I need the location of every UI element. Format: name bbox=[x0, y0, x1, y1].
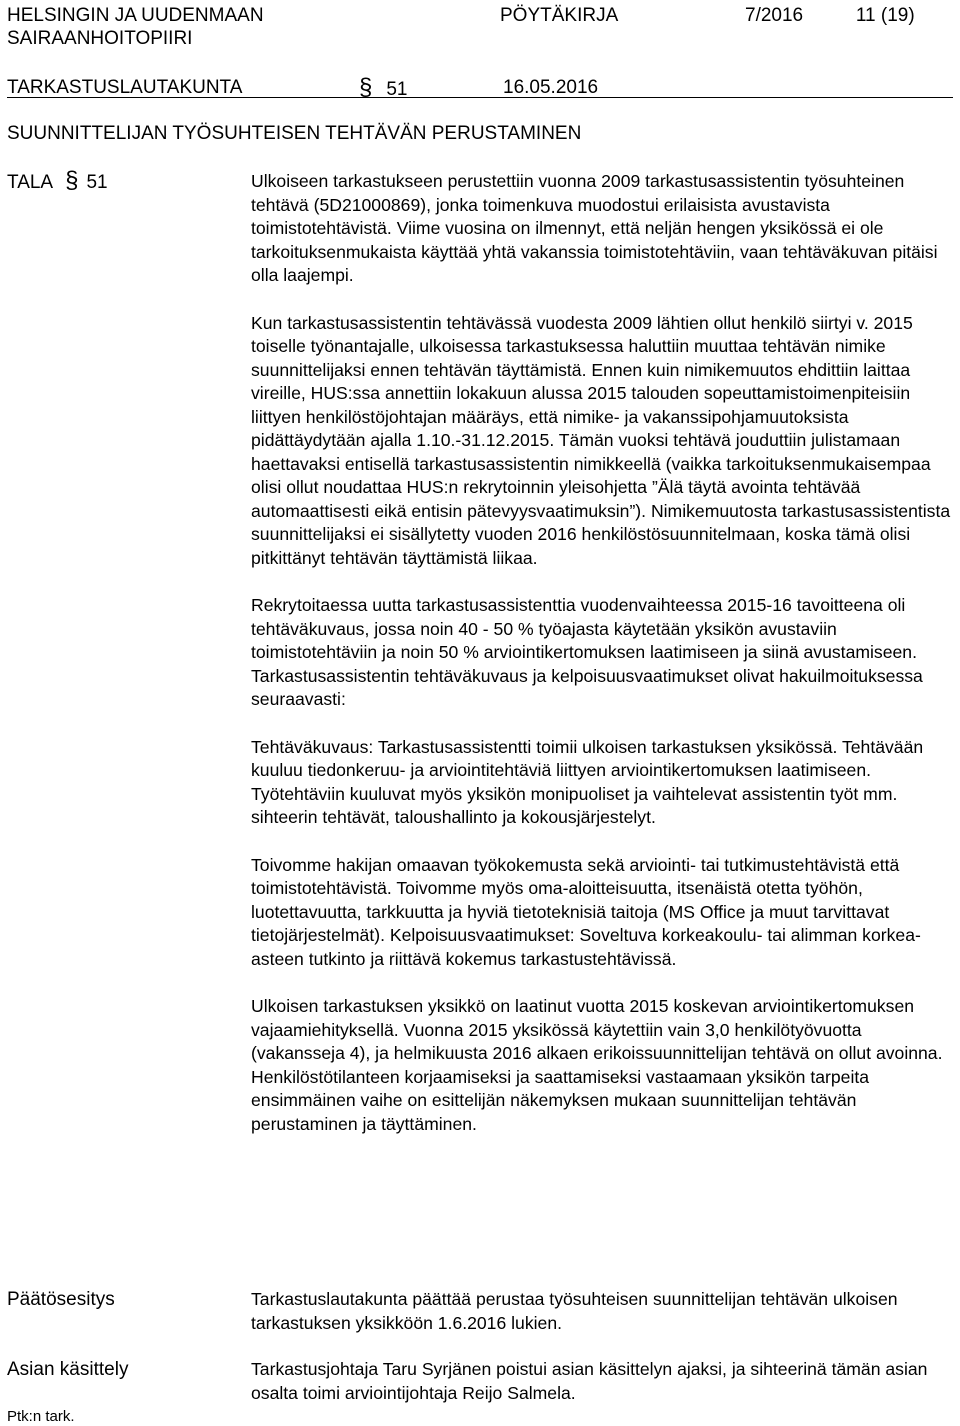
case-prefix: TALA bbox=[7, 172, 54, 193]
page-title: SUUNNITTELIJAN TYÖSUHTEISEN TEHTÄVÄN PERUSTAMINEN bbox=[7, 123, 582, 144]
section-number: 51 bbox=[386, 79, 408, 100]
paragraph: Tehtäväkuvaus: Tarkastusassistentti toimii ulkoisen tarkastuksen yksikössä. Tehtävään kuuluu tiedonkeruu- ja arviointitehtäviä liittyen arviointikertomuksen laatimiseen. Työtehtäviin kuuluvat myös yksikön monipuoliset ja vaihtelevat assistentin työt mm. sihteerin tehtävät, taloushallinto ja kokousjärjestelyt. bbox=[251, 736, 924, 827]
paragraph: Tarkastusjohtaja Taru Syrjänen poistui asian käsittelyn ajaksi, ja sihteerinä tämän asian osalta toimi arviointijohtaja Reijo Salmela. bbox=[251, 1359, 928, 1403]
case-label bbox=[7, 169, 108, 194]
case-body bbox=[251, 170, 956, 1160]
case-handling-label: Asian käsittely bbox=[7, 1359, 129, 1380]
paragraph: Tarkastuslautakunta päättää perustaa työsuhteisen suunnittelijan tehtävän ulkoisen tarkastuksen yksikköön 1.6.2016 lukien. bbox=[251, 1289, 898, 1333]
paragraph: Ulkoisen tarkastuksen yksikkö on laatinut vuotta 2015 koskevan arviointikertomuksen vajaamiehityksellä. Vuonna 2015 yksikössä käytettiin vain 3,0 henkilötyövuotta (vakansseja 4), ja helmikuusta 2016 alkaen erikoissuunnittelijan tehtävä on ollut avoinna. Henkilöstötilanteen korjaamiseksi ja saattamiseksi vastaamaan yksikön tarpeita ensimmäinen vaihe on esittelijän näkemyksen mukaan suunnittelijan tehtävän perustaminen ja täyttäminen. bbox=[251, 996, 943, 1134]
case-section-symbol: § bbox=[65, 167, 79, 194]
minutes-check-label: Ptk:n tark. bbox=[7, 1408, 75, 1425]
header-divider bbox=[7, 97, 953, 98]
case-handling-text bbox=[251, 1358, 956, 1405]
committee-name: TARKASTUSLAUTAKUNTA bbox=[7, 77, 243, 98]
paragraph: Toivomme hakijan omaavan työkokemusta sekä arviointi- tai tutkimustehtävistä että toimistotehtävistä. Toivomme myös oma-aloitteisuutta, itsenäistä otetta työhön, luotettavuutta, tarkkuutta ja hyviä tietoteknisiä taitoja (MS Office ja muut tarvittavat tietojärjestelmät). Kelpoisuusvaatimukset: Soveltuva korkeakoulu- tai alimman korkea-asteen tutkinto ja riittävä kokemus tarkastustehtävissä. bbox=[251, 854, 921, 969]
paragraph: Rekrytoitaessa uutta tarkastusassistenttia vuodenvaihteessa 2015-16 tavoitteena oli tehtäväkuvaus, jossa noin 40 - 50 % työajasta käytetään yksikön avustaviin toimistotehtäviin ja noin 50 % arviointikertomuksen laatimiseen ja siinä avustamiseen. Tarkastusassistentin tehtäväkuvaus ja kelpoisuusvaatimukset olivat hakuilmoituksessa seuraavasti: bbox=[251, 595, 923, 709]
case-number: 51 bbox=[86, 172, 108, 193]
meeting-date: 16.05.2016 bbox=[503, 77, 599, 98]
paragraph: Ulkoiseen tarkastukseen perustettiin vuonna 2009 tarkastusassistentin työsuhteinen tehtävä (5D21000869), jonka toimenkuva muodostui erilaisista avustavista toimistotehtävistä. Viime vuosina on ilmennyt, että neljän hengen yksikössä ei ole tarkoituksenmukaista käyttää yhtä vakanssia toimistotehtäviin, vaan tehtäväkuvan pitäisi olla laajempi. bbox=[251, 171, 938, 285]
section-symbol: § bbox=[359, 74, 373, 101]
decision-proposal-text bbox=[251, 1288, 956, 1335]
page-info: 7/2016 11 (19) bbox=[745, 5, 915, 26]
decision-proposal-label: Päätösesitys bbox=[7, 1289, 115, 1310]
paragraph: Kun tarkastusassistentin tehtävässä vuodesta 2009 lähtien ollut henkilö siirtyi v. 2015 toiselle työnantajalle, ulkoisessa tarkastuksessa haluttiin muuttaa tehtävän nimike suunnittelijaksi ennen tehtävän täyttämistä. Ennen kuin nimikemuutos ehdittiin laittaa vireille, HUS:ssa annettiin lokakuun alussa 2015 talouden sopeuttamistoimenpiteisiin liittyen henkilöstöjohtajan määräys, että nimike- ja vakanssipohjamuutoksista pidättäydytään ajalla 1.10.-31.12.2015. Tämän vuoksi tehtävä jouduttiin julistamaan haettavaksi entisellä tarkastusassistentin nimikkeellä (vaikka tarkoituksenmukaisempaa olisi ollut noudattaa HUS:n rekrytoinnin yleisohjetta ”Älä täytä avointa tehtävää automaattisesti eikä entisin pätevyysvaatimuksin”). Nimikemuutosta tarkastusassistentista suunnittelijaksi ei sisällytetty vuoden 2016 henkilöstösuunnitelmaan, koska tämä olisi pitkittänyt tehtävän täyttämistä liikaa. bbox=[251, 312, 951, 568]
document-type: PÖYTÄKIRJA bbox=[500, 5, 619, 26]
organization-name: HELSINGIN JA UUDENMAAN SAIRAANHOITOPIIRI bbox=[7, 5, 264, 49]
